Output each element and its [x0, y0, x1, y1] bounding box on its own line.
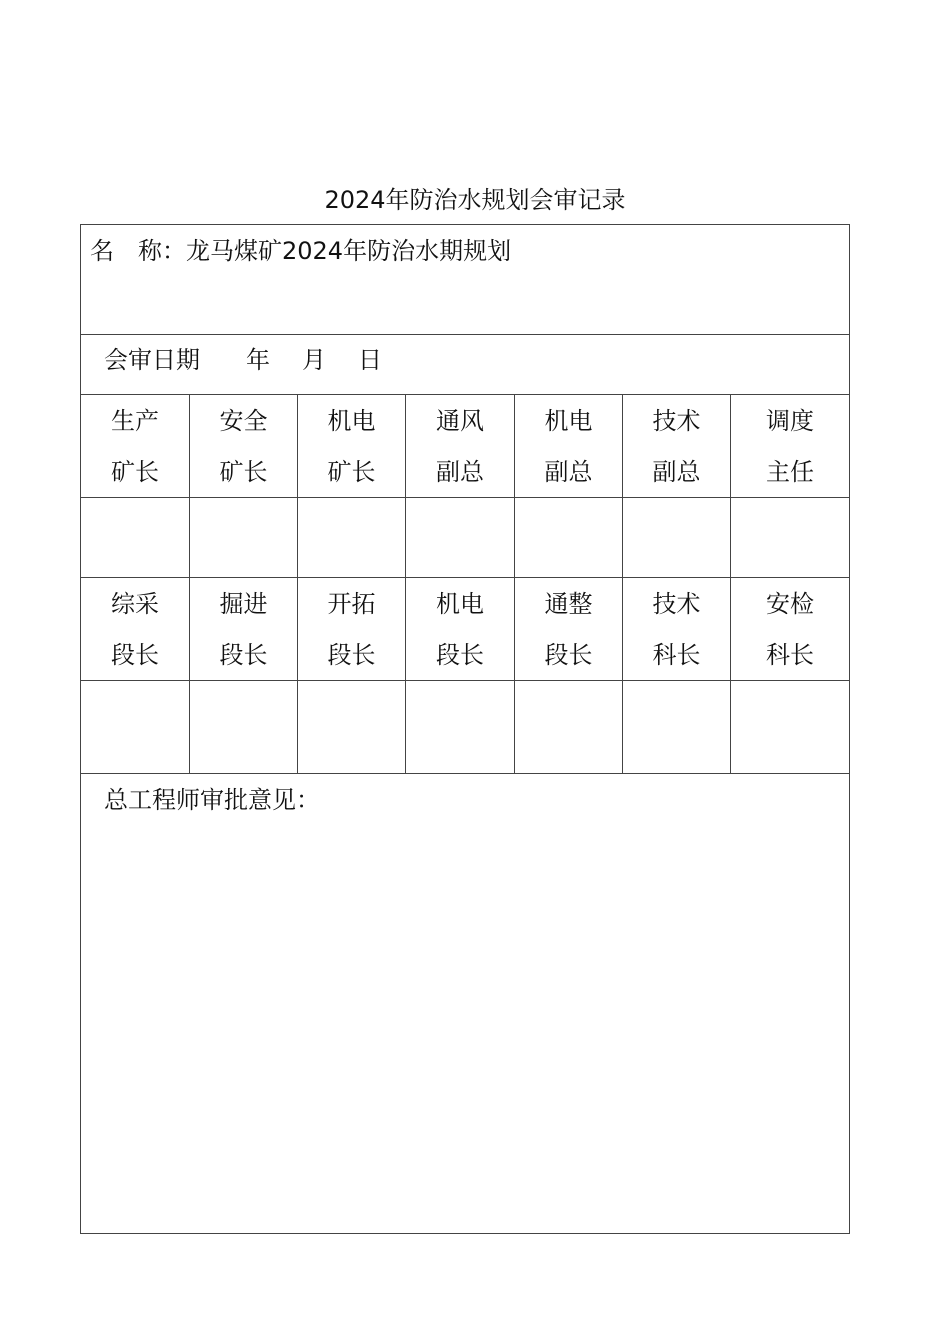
- name-row: [81, 225, 850, 335]
- review-record-table: [80, 224, 850, 1234]
- signature-cell: [731, 498, 850, 578]
- signature-cell: [190, 498, 298, 578]
- date-cell: [81, 335, 850, 395]
- signature-cell: [406, 498, 515, 578]
- role-header: 安检 科长: [731, 578, 850, 681]
- document-title: 2024年防治水规划会审记录: [324, 186, 626, 214]
- role-header: 技术 副总: [623, 395, 731, 498]
- role-header: 机电 矿长: [298, 395, 406, 498]
- signature-cell: [81, 498, 190, 578]
- signature-row-1: [81, 498, 850, 578]
- date-day: 日: [358, 346, 382, 374]
- role-header: 综采 段长: [81, 578, 190, 681]
- signature-cell: [623, 498, 731, 578]
- signer-header-row-1: [81, 395, 850, 498]
- signature-cell: [298, 498, 406, 578]
- name-value: 龙马煤矿2024年防治水期规划: [186, 237, 512, 265]
- name-cell: [81, 225, 850, 335]
- opinion-row: [81, 774, 850, 1234]
- date-month: 月: [302, 346, 326, 374]
- role-header: 通风 副总: [406, 395, 515, 498]
- signature-cell: [81, 681, 190, 774]
- name-label: 名 称：: [90, 237, 186, 265]
- role-header: 机电 段长: [406, 578, 515, 681]
- signer-header-row-2: [81, 578, 850, 681]
- date-label: 会审日期: [104, 346, 200, 374]
- signature-cell: [298, 681, 406, 774]
- opinion-cell: [81, 774, 850, 1234]
- signature-cell: [731, 681, 850, 774]
- role-header: 生产 矿长: [81, 395, 190, 498]
- signature-cell: [190, 681, 298, 774]
- role-header: 通整 段长: [515, 578, 623, 681]
- signature-cell: [406, 681, 515, 774]
- date-year: 年: [246, 346, 270, 374]
- signature-row-2: [81, 681, 850, 774]
- signature-cell: [623, 681, 731, 774]
- role-header: 调度 主任: [731, 395, 850, 498]
- role-header: 机电 副总: [515, 395, 623, 498]
- role-header: 掘进 段长: [190, 578, 298, 681]
- role-header: 技术 科长: [623, 578, 731, 681]
- opinion-label: 总工程师审批意见：: [104, 786, 320, 814]
- role-header: 开拓 段长: [298, 578, 406, 681]
- signature-cell: [515, 681, 623, 774]
- signature-cell: [515, 498, 623, 578]
- date-row: [81, 335, 850, 395]
- role-header: 安全 矿长: [190, 395, 298, 498]
